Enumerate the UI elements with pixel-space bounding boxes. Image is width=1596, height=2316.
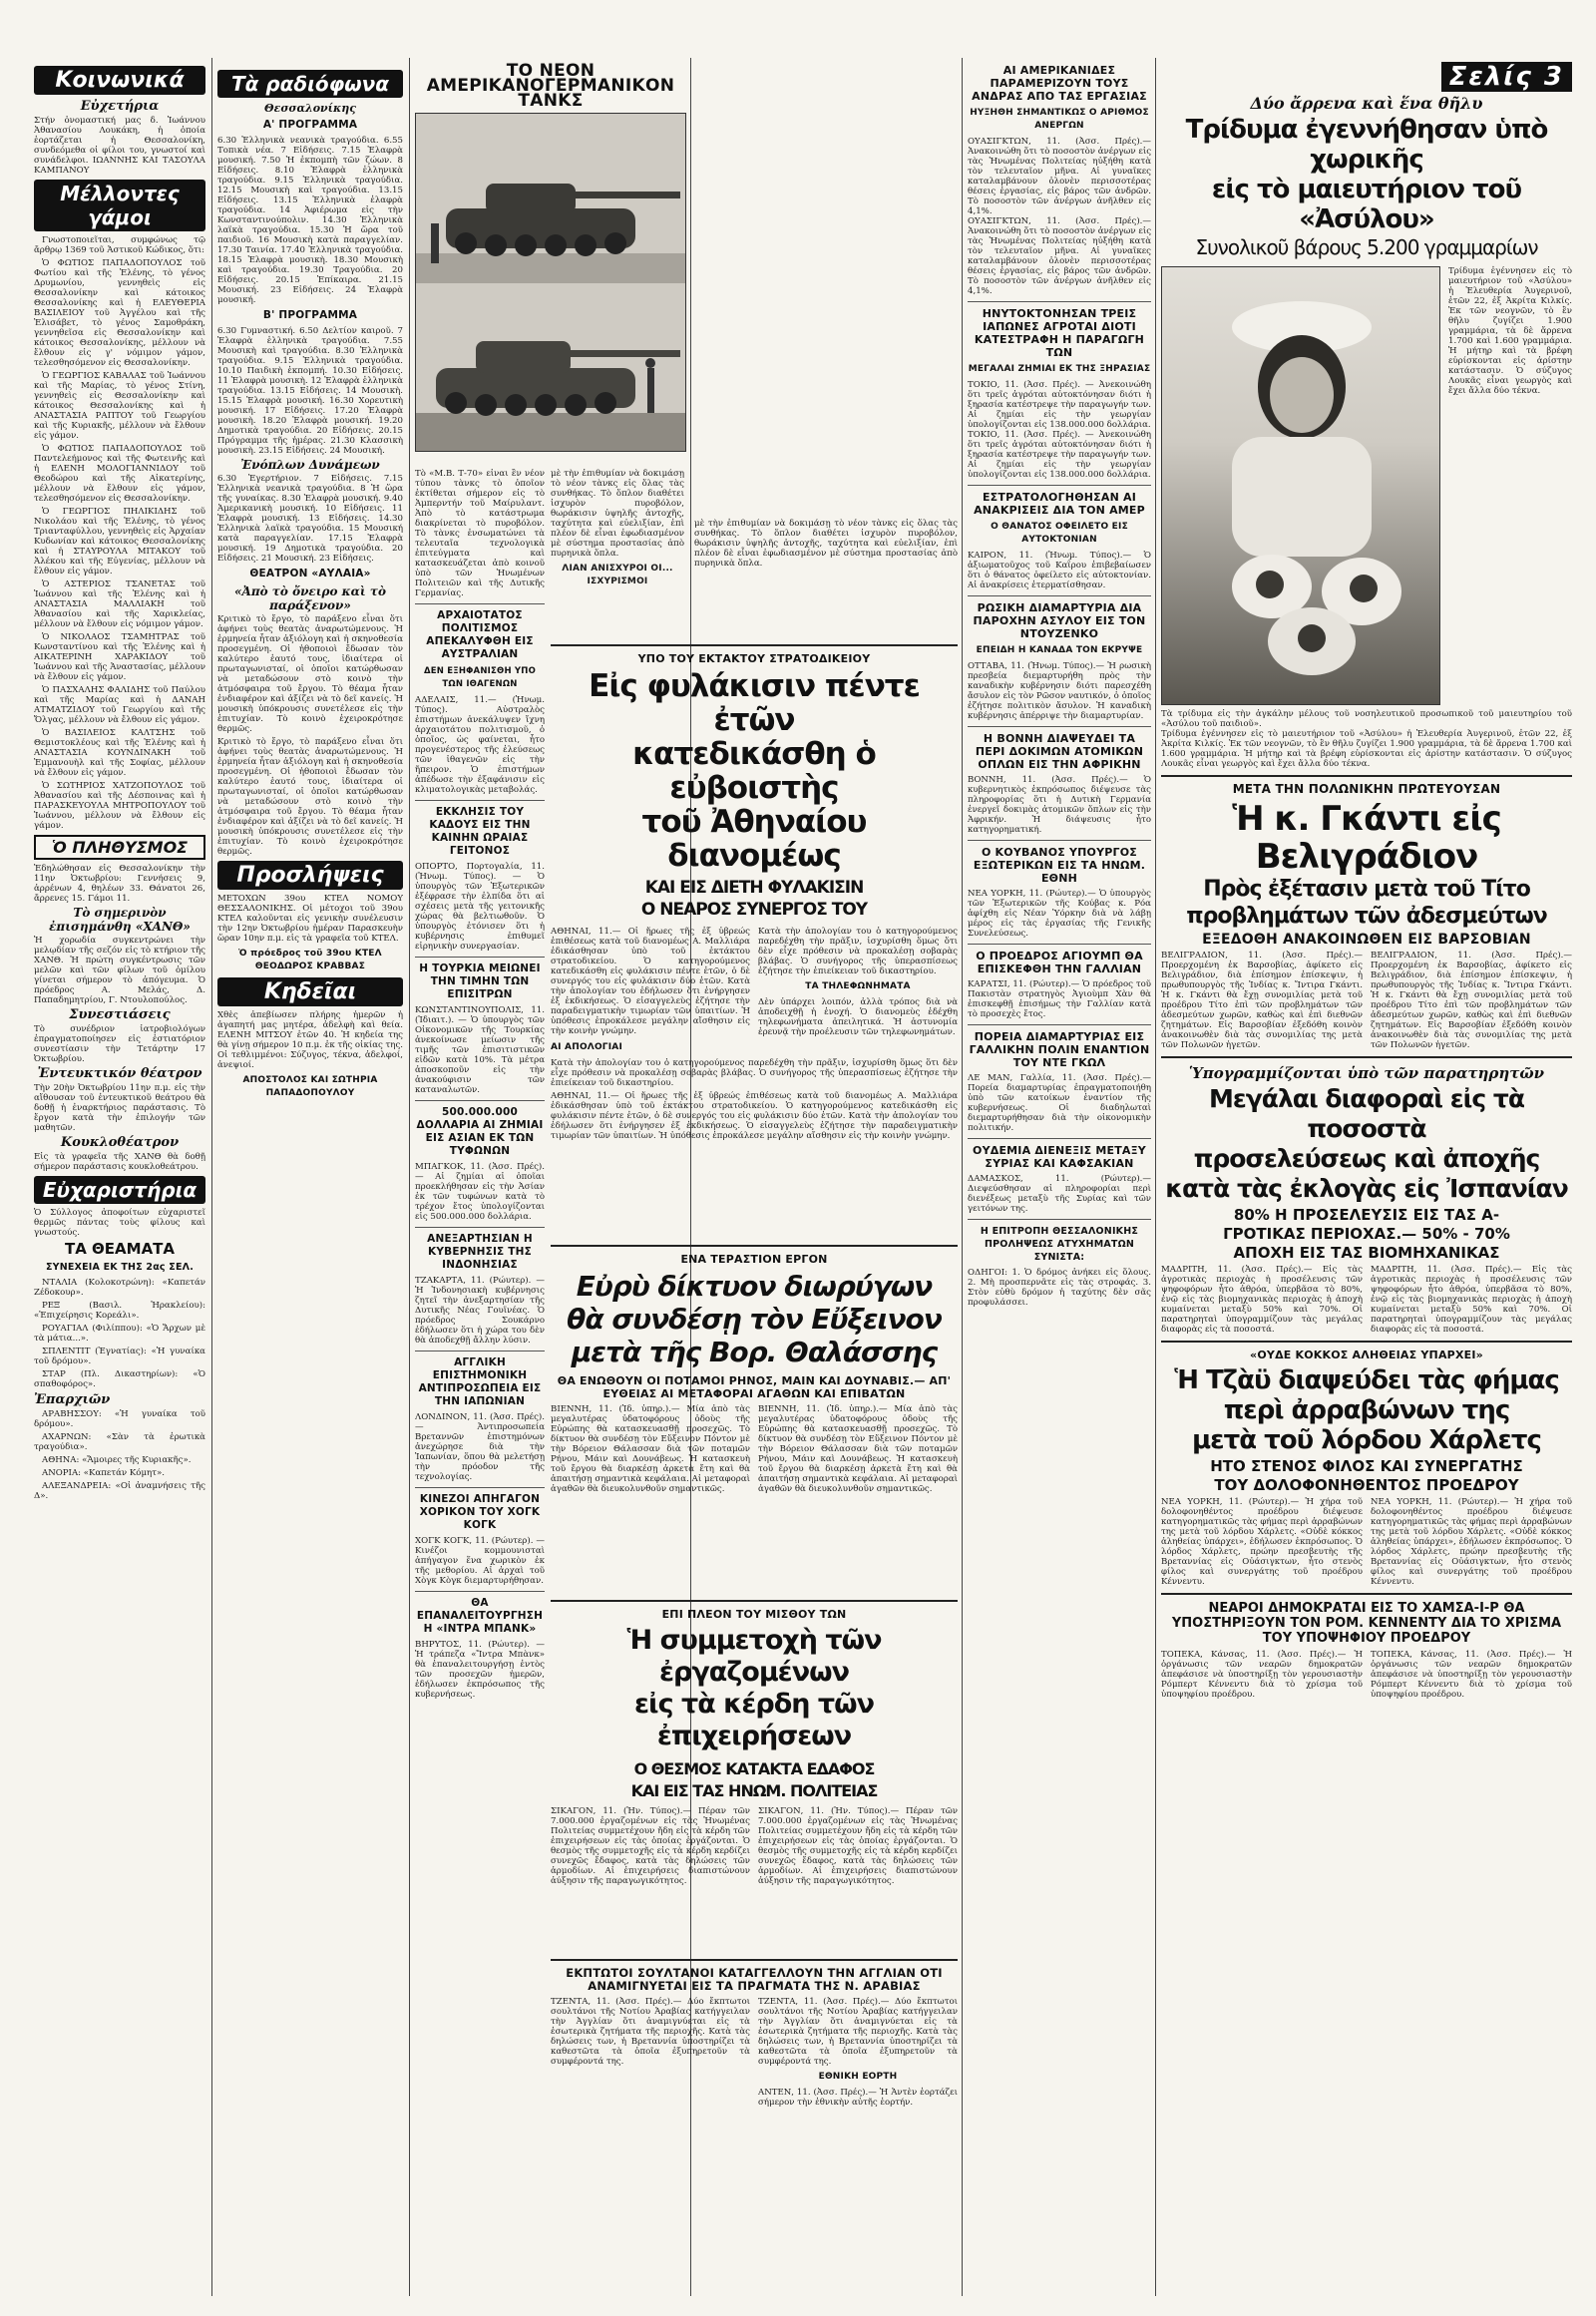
- archaiotatos-text: ΑΔΕΛΑΙ⁠Σ, 11.— (Ἡνωμ. Τύπος). Αὐστραλὸς ἐπιστήμων ἀνεκάλυψεν ἴχνη ἀρχαιοτάτου πολιτισμοῦ, ὁ ὁποῖος, ὡς φαίνεται, ἦτο προγενέστερος τῆς ἐλεύσεως τῶν ἰθαγενῶν εἰς τὴν ἤπειρον. Ὁ ἐπιστήμων ἀπέδωσε τὴν ἐξαφάνισιν εἰς κλιματολογικὰς μεταβολάς.: [415, 695, 545, 795]
- theatro-aulaia-head: ΘΕΑΤΡΟΝ «ΑΥΛΑΙΑ»: [249, 568, 371, 579]
- mellontes-list: [34, 235, 205, 831]
- section-head-theamata: ΤΑ ΘΕΑΜΑΤΑ: [64, 1240, 176, 1258]
- ispania-h3: κατὰ τὰς ἐκλογὰς εἰς Ἰσπανίαν: [1165, 1174, 1568, 1203]
- mellontes-item: Ὁ ΓΕΩΡΓΙΟΣ ΚΑΒΑΛΑΣ τοῦ Ἰωάννου καὶ τῆς Μαρίας, τὸ γένος Στίνη, γεννηθεὶς εἰς Θεσσαλονίκην καὶ κάτοικος Θεσσαλονίκης καὶ ἡ ΑΝΑΣΤΑΣΙΑ ΡΑΠΤΟΥ τοῦ Γεωργίου καὶ τῆς Κυριακῆς, μέλλουν νὰ ἔλθουν εἰς γάμον.: [34, 371, 205, 441]
- mellontes-item: Ὁ ΒΑΣΙΛΕΙΟΣ ΚΑΛΤΣΗΣ τοῦ Θεμιστοκλέους καὶ τῆς Ἑλένης καὶ ἡ ΑΝΑΣΤΑΣΙΑ ΚΟΥΝΔΙΝΑΚΗ τοῦ Ἐμμανουὴλ καὶ τῆς Σοφίας, μέλλουν νὰ ἔλθουν εἰς γάμον.: [34, 728, 205, 778]
- dollaria-text: ΜΠΑΓΚΟΚ, 11. (Ἀσσ. Πρές). — Αἱ ζημίαι αἱ ὁποῖαι προεκλήθησαν εἰς τὴν Ἀσίαν ἐκ τῶν τυφώνων κατὰ τὸ τρέχον ἔτος ὑπολογίζονται εἰς 500.000.000 δολλάρια.: [415, 1162, 545, 1222]
- archaiotatos-sub: ΔΕΝ ΕΞΗΦΑΝΙΣΘΗ ΥΠΟ ΤΩΝ ΙΘΑΓΕΝΩΝ: [423, 666, 537, 689]
- estratoti-sub: Ο ΘΑΝΑΤΟΣ ΟΦΕΙΛΕΤΟ ΕΙΣ ΑΥΤΟΚΤΟΝΙΑΝ: [991, 522, 1128, 545]
- col4-lead: μὲ τὴν ἐπιθυμίαν νὰ δοκιμάσῃ τὸ νέον τὰνκς εἰς ὅλας τὰς συνθήκας. Τὸ ὅπλον διαθέτει ἰσχυρὸν πυροβόλον, θωράκισιν ὑψηλῆς ἀντοχῆς, ταχύτητα καὶ εὐελιξίαν, ἐπὶ πλέον δὲ εἶναι ἐφωδιασμένον μὲ σύστημα προστασίας ἀπὸ πυρηνικὰ ὅπλα.: [694, 519, 958, 569]
- ergo-text: ΒΙΕΝΝΗ, 11. (Ἰδ. ὑπηρ.).— Μία ἀπὸ τὰς μεγαλυτέρας ὑδατοφόρους ὁδοὺς τῆς Εὐρώπης θὰ κατασκευασθῇ προσεχῶς. Τὸ δίκτυον θὰ συνδέσῃ τὸν Εὔξεινον Πόντον μὲ τὴν Βόρειον Θάλασσαν διὰ τῶν ποταμῶν Ρήνου, Μάιν καὶ Δουνάβεως. Ἡ κατασκευὴ τοῦ ἔργου θὰ διαρκέσῃ ἀρκετὰ ἔτη καὶ θὰ ἀπαιτήσῃ σημαντικὰ κεφάλαια. Αἱ μεταφοραὶ ἀγαθῶν θὰ διευκολυνθοῦν σημαντικῶς.: [551, 1404, 750, 1494]
- fylakisi-text-more: ΑΘΗΝΑΙ, 11.— Οἱ ἥρωες τῆς ἐξ ὑβρεώς ἐπιθέσεως κατὰ τοῦ διανομέως Α. Μαλλιάρα ἐδικάσθησαν ὑπὸ τοῦ ἐκτάκτου στρατοδικείου. Ὁ κατηγορούμενος κατεδικάσθη εἰς φυλάκισιν πέντε ἐτῶν, ὁ δὲ συνεργός του εἰς φυλάκισιν δύο ἐτῶν. Κατὰ τὴν ἀπολογίαν του ἐδήλωσεν ὅτι ἐνήργησεν ἐξ ἐκδικήσεως. Ὁ εἰσαγγελεὺς ἐζήτησε τὴν παραδειγματικὴν τιμωρίαν τῶν ὑπαιτίων. Ἡ ὑπόθεσις ἐπροκάλεσε μεγάλην αἴσθησιν εἰς τὴν κοινὴν γνώμην.: [551, 1091, 958, 1141]
- mellontes-item: Ὁ ΠΑΣΧΑΛΗΣ ΦΑΛΙΔΗΣ τοῦ Παύλου καὶ τῆς Μαρίας καὶ ἡ ΔΑΝΑΗ ΑΤΜΑΤΖΙΔΟΥ τοῦ Γεωργίου καὶ τῆς Ὄλγας, μέλλουν νὰ ἔλθουν εἰς γάμον.: [34, 685, 205, 725]
- ekklisi-side-head: ΛΙΑΝ ΑΝΙΣΧΥΡΟΙ ΟΙ... ΙΣΧΥΡΙΣΜΟΙ: [562, 564, 673, 586]
- intra-head: ΘΑ ΕΠΑΝΑΛΕΙΤΟΥΡΓΗΣΗ Η «ΙΝΤΡΑ ΜΠΑΝΚ»: [416, 1597, 544, 1635]
- estratoti-head: ΕΣΤΡΑΤΟΛΟΓΗΘΗΣΑΝ ΑΙ ΑΝΑΚΡΙΣΕΙΣ ΔΙΑ ΤΟΝ ΑΜΕΡ: [974, 491, 1145, 517]
- ekklisi-head: ΕΚΚΛΗΣΙΣ ΤΟΥ ΚΑΔΟΥΣ ΕΙΣ ΤΗΝ ΚΑΙΝΗΝ ΩΡΑΙΑΣ ΓΕΙΤΟΝΟΣ: [429, 806, 531, 857]
- neaoi-head: ΝΕΑΡΟΙ ΔΗΜΟΚΡΑΤΑΙ ΕΙΣ ΤΟ ΧΑΜΣΑ-Ι-Ρ ΘΑ ΥΠΟΣΤΗΡΙΞΟΥΝ ΤΟΝ ΡΟΜ. ΚΕΝΝΕΝΤΥ ΔΙΑ ΤΟ ΧΡΙΣΜΑ ΤΟΥ ΥΠΟΨΗΦΙΟΥ ΠΡΟΕΔΡΟΥ: [1171, 1601, 1562, 1646]
- column-1: [34, 58, 205, 2296]
- kinezoi-text: ΧΟΓΚ ΚΟΓΚ, 11. (Ρώυτερ). — Κινέζοι κομμουνισταὶ ἀπήγαγον ἕνα χωρικὸν ἐκ τῆς μεθορίου. Αἱ ἀρχαὶ τοῦ Χὸγκ Κὸγκ διεμαρτυρήθησαν.: [415, 1536, 545, 1586]
- ethniki-text: ΑΝΤΕΝ, 11. (Ἀσσ. Πρές).— Ἡ Ἀντὲν ἑορτάζει σήμερον τὴν ἐθνικὴν αὐτῆς ἑορτήν.: [758, 2088, 958, 2108]
- prosliseis-sign: Ὁ πρόεδρος τοῦ 39ου ΚΤΕΛ ΘΕΟΔΩΡΟΣ ΚΡΑΒΒΑΣ: [238, 949, 382, 971]
- eparchion-item: ΑΝΟΡΙΑ: «Καπετάν Κόμητ».: [42, 1468, 165, 1478]
- misthon-h2: εἰς τὰ κέρδη τῶν ἐπιχειρήσεων: [634, 1689, 874, 1751]
- poreia-text: ΛΕ ΜΑΝ, Γαλλία, 11. (Ἀσσ. Πρές).— Πορεία διαμαρτυρίας ἐπραγματοποιήθη ὑπὸ τῶν κατοίκων ἐναντίον τῆς κυβερνήσεως. Οἱ διαδηλωταὶ διεμαρτυρήθησαν διὰ τὴν οἰκονομικὴν πολιτικήν.: [968, 1073, 1151, 1133]
- triplets-caption: Τὰ τρίδυμα εἰς τὴν ἀγκάλην μέλους τοῦ νοσηλευτικοῦ προσωπικοῦ τοῦ μαιευτηρίου τοῦ «Ἀσύλου τοῦ παιδιοῦ».: [1161, 709, 1572, 729]
- rosiki-sub: ΕΠΕΙΔΗ Η ΚΑΝΑΔΑ ΤΟΝ ΕΚΡΥΨΕ: [976, 645, 1143, 655]
- nytokt-text-2: ΤΟΚΙΟ, 11. (Ἀσσ. Πρές). — Ἀνεκοινώθη ὅτι τρεῖς ἀγρόται αὐτοκτόνησαν διότι ἡ ξηρασία κατέστρεψε τὴν παραγωγήν των. Αἱ ζημίαι εἰς τὴν γεωργίαν ὑπολογίζονται εἰς 138.000.000 δολλάρια.: [968, 430, 1151, 480]
- euxaristiria-text: Ὁ Σύλλογος ἀποφοίτων εὐχαριστεῖ θερμῶς πάντας τοὺς φίλους καὶ γνωστούς.: [34, 1208, 205, 1238]
- estratoti-text: ΚΑΙΡΟΝ, 11. (Ἡνωμ. Τύπος).— Ὁ ἀξιωματοῦχος τοῦ Καΐρου ἐπιβεβαίωσεν ὅτι ὁ θάνατος ὀφείλετο εἰς αὐτοκτονίαν. Αἱ ἀνακρίσεις ἐτερματίσθησαν.: [968, 551, 1151, 590]
- kideies-sign: ΑΠΟΣΤΟΛΟΣ ΚΑΙ ΣΩΤΗΡΙΑ ΠΑΠΑΔΟΠΟΥΛΟΥ: [242, 1075, 378, 1098]
- b-program-text: 6.30 Γυμναστική. 6.50 Δελτίον καιροῦ. 7 Ἐλαφρὰ ἑλληνικὰ τραγούδια. 7.55 Μουσικὴ καὶ τραγούδια. 8.30 Ἑλληνικὰ τραγούδια. 9.15 Ἑλληνικὰ τραγούδια. 10.10 Παιδικὴ ἐκπομπή. 10.30 Εἰδήσεις. 11 Ἐλαφρὰ μουσικὴ. 12 Ἐλαφρὰ ἑλληνικὰ τραγούδια. 13.15 Εἰδήσεις. 14 Μουσικὴ. 15.15 Ἐλαφρὰ μουσική. 16.30 Χορευτικὴ μουσική. 17 Εἰδήσεις. 17.20 Ἐλαφρὰ μουσικὴ. 18.20 Ἐλαφρὰ μουσική. 19.20 Δημοτικὰ τραγούδια. 20 Εἰδήσεις. 20.15 Πρόγραμμα τῆς ἡμέρας. 21.30 Κλασσικὴ μουσικὴ. 23.15 Εἰδήσεις. 24 Μουσική.: [217, 326, 403, 456]
- eparchion-item: ΑΡΑΒΗΣΣΟΥ: «Ἡ γυναίκα τοῦ δρόμου».: [34, 1409, 205, 1429]
- section-head-euxaristiria: Εὐχαριστήρια: [34, 1176, 205, 1204]
- gandhi-over: ΜΕΤΑ ΤΗΝ ΠΟΛΩΝΙΚΗΝ ΠΡΩΤΕΥΟΥΣΑΝ: [1232, 782, 1501, 796]
- column-5: [968, 58, 1151, 2296]
- theamata-item: ΡΕΞ (Βασιλ. Ἡρακλείου): «Ἐπιχείρησις Κορεάλι».: [34, 1301, 205, 1321]
- fylakisi-h1: Εἰς φυλάκισιν πέντε ἐτῶν: [589, 668, 920, 738]
- misthon-over: ΕΠΙ ΠΛΕΟΝ ΤΟΥ ΜΙΣΘΟΥ ΤΩΝ: [661, 1608, 847, 1621]
- misthon-h1: Ἡ συμμετοχὴ τῶν ἐργαζομένων: [626, 1625, 882, 1688]
- story-fylakisi: [551, 638, 958, 1141]
- subhead-euxetiria: Εὐχετήρια: [80, 99, 160, 114]
- theamata-sub: ΣΥΝΕΧΕΙΑ ΕΚ ΤΗΣ 2ας ΣΕΛ.: [45, 1262, 195, 1273]
- ispania-sub1: 80% Η ΠΡΟΣΕΛΕΥΣΙΣ ΕΙΣ ΤΑΣ Α-: [1233, 1206, 1500, 1224]
- ispania-over: Ὑπογραμμίζονται ὑπὸ τῶν παρατηρητῶν: [1188, 1064, 1545, 1082]
- bonni-head: Η ΒΟΝΝΗ ΔΙΑΨΕΥΔΕΙ ΤΑ ΠΕΡΙ ΔΟΚΙΜΩΝ ΑΤΟΜΙΚΩΝ ΟΠΛΩΝ ΕΙΣ ΤΗΝ ΑΦΡΙΚΗΝ: [975, 732, 1144, 771]
- eyf-text: 6.30 Ἐγερτήριον. 7 Εἰδήσεις. 7.15 Ἑλληνικὰ νεανικὰ τραγούδια. 8 Ἡ ὥρα τῆς γυναίκας. 8.30 Ἐλαφρὰ μουσική. 9.40 Ἀμερικανικὴ μουσική. 10 Εἰδήσεις. 11 Ἐλαφρὰ μουσική. 13 Εἰδήσεις. 14.30 Ἑλληνικὰ λαϊκὰ τραγούδια. 15 Μουσική κατὰ παραγγελίαν. 17.15 Ἐλαφρὰ μουσική. 19 Δημοτικὰ τραγούδια. 20 Εἰδήσεις. 21 Μουσική. 23 Εἰδήσεις.: [217, 474, 403, 564]
- column-3b: [551, 469, 684, 638]
- section-head-prosliseis: Προσλήψεις: [217, 861, 403, 890]
- tzaud-h1: Ἡ Τζὰϋ διαψεύδει τὰς φήμας: [1174, 1365, 1559, 1395]
- section-head-kideies: Κηδεῖαι: [217, 977, 403, 1006]
- eyf-head: Ἐνόπλων Δυνάμεων: [240, 458, 380, 472]
- ispania-sub3: ΑΠΟΧΗ ΕΙΣ ΤΑΣ ΒΙΟΜΗΧΑΝΙΚΑΣ: [1233, 1244, 1500, 1262]
- column-rule: [409, 58, 410, 2296]
- tzaud-text: ΝΕΑ ΥΟΡΚΗ, 11. (Ρώυτερ).— Ἡ χήρα τοῦ δολοφονηθέντος προέδρου διέψευσε κατηγορηματικῶς τὰς φήμας περὶ ἀρραβώνων της μετὰ τοῦ λόρδου Χάρλετς. «Οὐδὲ κόκκος ἀληθείας ὑπάρχει», ἐδήλωσεν ἐκπρόσωπος. Ὁ λόρδος Χάρλετς, πρώην πρεσβευτὴς τῆς Βρεταννίας εἰς Οὐάσιγκτων, ἦτο στενὸς φίλος καὶ συνεργάτης τοῦ προέδρου Κέννεντυ.: [1161, 1497, 1363, 1587]
- ayoub-text: ΚΑΡΑΤΣΙ, 11. (Ρώυτερ).— Ὁ πρόεδρος τοῦ Πακιστὰν στρατηγὸς Ἀγιοὺμπ Χὰν θὰ ἐπισκεφθῇ ἐπισήμως τὴν Γαλλίαν κατὰ τὸ προσεχὲς ἔτος.: [968, 979, 1151, 1019]
- tank-caption: Τὸ «Μ.Β. Τ-70» εἶναι ἓν νέον τύπου τὰνκς τὸ ὁποῖον ἐκτίθεται σήμερον εἰς τὸ Ἀμπερντήν τοῦ Μαίρυλαντ. Ἀπὸ τὸ κατάστρωμα διακρίνεται τὸ πυροβόλον. Τὸ τὰνκς ἐνσωματώνει τὰ τελευταῖα τεχνολογικὰ ἐπιτεύγματα καὶ κατασκευάζεται ἀπὸ κοινοῦ ὑπὸ τῶν Ἡνωμένων Πολιτειῶν καὶ τῆς Δυτικῆς Γερμανίας.: [415, 469, 545, 598]
- tourkia-head: Η ΤΟΥΡΚΙΑ ΜΕΙΩΝΕΙ ΤΗΝ ΤΙΜΗΝ ΤΩΝ ΕΠΙΣΙΤΡΩΝ: [419, 963, 541, 1000]
- agglikh-text: ΛΟΝΔΙΝΟΝ, 11. (Ἀσσ. Πρές). — Ἀντιπροσωπεία Βρεταννῶν ἐπιστημόνων ἀνεχώρησε διὰ τὴν Ἰαπωνίαν, ὅπου θὰ μελετήσῃ τὴν πρόοδον τῆς τεχνολογίας.: [415, 1412, 545, 1482]
- column-3: [415, 469, 545, 2296]
- rosiki-text: ΟΤΤΑΒΑ, 11. (Ἡνωμ. Τύπος).— Ἡ ρωσικὴ πρεσβεία διεμαρτυρήθη πρὸς τὴν καναδικὴν κυβέρνησιν διότι παρεσχέθη ἄσυλον εἰς τὸν Ρῶσον ναυτικόν, ὁ ὁποῖος ἐζήτησε πολιτικὸν ἄσυλον. Ἡ καναδικὴ κυβέρνησις ἀπέρριψε τὴν διαμαρτυρίαν.: [968, 661, 1151, 721]
- triplets-h1: Τρίδυμα ἐγεννήθησαν ὑπὸ χωρικῆς: [1185, 115, 1548, 175]
- soultanoi-text-cont: ΤΖΕΝΤΑ, 11. (Ἀσσ. Πρές).— Δύο ἔκπτωτοι σουλτάνοι τῆς Νοτίου Ἀραβίας κατήγγειλαν τὴν Ἀγγλίαν ὅτι ἀναμιγνύεται εἰς τὰ ἐσωτερικὰ ζητήματα τῆς περιοχῆς. Κατὰ τὰς δηλώσεις των, ἡ Βρεταννία ὑποστηρίζει τὰ καθεστῶτα τὰ ὁποῖα ἐξυπηρετοῦν τὰ συμφέροντά της.: [758, 1997, 958, 2067]
- ekklisi-text: ΟΠΟΡΤΟ, Πορτογαλία, 11. (Ἡνωμ. Τύπος). — Ὁ ὑπουργὸς τῶν Ἐξωτερικῶν ἐξέφρασε τὴν ἐλπίδα ὅτι αἱ σχέσεις μετὰ τῆς γειτονικῆς χώρας θὰ βελτιωθοῦν. Ὁ ὑπουργὸς ἐτόνισεν ὅτι ἡ κυβέρνησις ἐπιθυμεῖ εἰρηνικὴν συνεργασίαν.: [415, 862, 545, 952]
- a-program-text: 6.30 Ἑλληνικὰ νεανικὰ τραγούδια. 6.55 Τοπικὰ νέα. 7 Εἰδήσεις. 7.15 Ἐλαφρὰ μουσική. 7.50 Ἡ ἐκπομπὴ τῶν ζώων. 8 Εἰδήσεις. 8.10 Ἐλαφρὰ ἑλληνικὰ τραγούδια. 9.15 Ἑλληνικὰ τραγούδια. 12.15 Μουσικὴ καὶ τραγούδια. 13.15 Εἰδήσεις. 13.15 Ἑλληνικὰ ἐλαφρὰ τραγούδια. 14 Ἀφιέρωμα εἰς τὴν Κωνσταντινούπολιν. 14.30 Ἑλληνικὰ λαϊκὰ τραγούδια. 15.30 Ἡ ὥρα τοῦ παιδιοῦ. 16 Μουσικὴ κατὰ παραγγελίαν. 17.30 Ταινία. 17.40 Ἑλληνικὰ τραγούδια. 18.15 Ἐλαφρὰ μουσικὴ. 18.30 Μουσικὴ καὶ τραγούδια. 19.30 Τραγούδια. 20 Εἰδήσεις. 20.15 Ἐπίκαιρα. 21.15 Μουσική. 23 Εἰδήσεις. 24 Ἐλαφρὰ μουσική.: [217, 136, 403, 305]
- gandhi-text-cont: ΒΕΛΙΓΡΑΔΙΟΝ, 11. (Ἀσσ. Πρές).— Προερχομένη ἐκ Βαρσοβίας, ἀφίκετο εἰς Βελιγράδιον, διὰ ἐπίσημον ἐπίσκεψιν, ἡ πρωθυπουργὸς τῆς Ἰνδίας κ. Ἴντιρα Γκάντι. Ἡ κ. Γκάντι θὰ ἔχῃ συνομιλίας μετὰ τοῦ προέδρου Τίτο ἐπὶ τῶν προβλημάτων τῶν ἀδεσμεύτων χωρῶν, καθὼς καὶ ἐπὶ διεθνῶν ζητημάτων. Εἰς Βαρσοβίαν ἐξεδόθη κοινὸν ἀνακοινωθὲν διὰ τὰς συνομιλίας της μετὰ τῶν Πολωνῶν ἡγετῶν.: [1371, 951, 1572, 1050]
- fylakisi-text: ΑΘΗΝΑΙ, 11.— Οἱ ἥρωες τῆς ἐξ ὑβρεώς ἐπιθέσεως κατὰ τοῦ διανομέως Α. Μαλλιάρα ἐδικάσθησαν ὑπὸ τοῦ ἐκτάκτου στρατοδικείου. Ὁ κατηγορούμενος κατεδικάσθη εἰς φυλάκισιν πέντε ἐτῶν, ὁ δὲ συνεργός του εἰς φυλάκισιν δύο ἐτῶν. Κατὰ τὴν ἀπολογίαν του ἐδήλωσεν ὅτι ἐνήργησεν ἐξ ἐκδικήσεως. Ὁ εἰσαγγελεὺς ἐζήτησε τὴν παραδειγματικὴν τιμωρίαν τῶν ὑπαιτίων. Ἡ ὑπόθεσις ἐπροκάλεσε μεγάλην αἴσθησιν εἰς τὴν κοινὴν γνώμην.: [551, 927, 750, 1036]
- aulaia-text: Κριτικὸ τὸ ἔργο, τὸ παράξενο εἶναι ὅτι ἀφήνει τοὺς θεατὰς ἀναρωτώμενους. Ἡ ἑρμηνεία ἦταν ἀξιόλογη καὶ ἡ σκηνοθεσία προσεγμένη. Οἱ ἠθοποιοὶ ἔδωσαν τὸν καλύτερο ἑαυτό τους, ἰδιαίτερα οἱ πρωταγωνισταί, οἱ ὁποῖοι κατώρθωσαν νὰ μεταδώσουν στὸ κοινὸ τὴν ἀτμόσφαιρα τοῦ ἔργου. Τὸ θέαμα ἦταν ἐνδιαφέρον καὶ ἀξίζει νὰ τὸ δεῖ κανείς. Ἡ μουσικὴ ὑπόκρουσις συνετέλεσε εἰς τὴν ἐπιτυχίαν. Τὸ κοινὸ ἐχειροκρότησε θερμῶς.: [217, 614, 403, 734]
- neaoi-text-cont: ΤΟΠΕΚΑ, Κάνσας, 11. (Ἀσσ. Πρές).— Ἡ ὀργάνωσις τῶν νεαρῶν δημοκρατῶν ἀπεφάσισε νὰ ὑποστηρίξῃ τὸν γερουσιαστὴν Ρόμπερτ Κέννεντυ διὰ τὸ χρίσμα τοῦ ὑποψηφίου προέδρου.: [1371, 1650, 1572, 1700]
- plithysmos-text: Ἐδηλώθησαν εἰς Θεσσαλονίκην τὴν 11ην Ὀκτωβρίου: Γεννήσεις 9, ἀρρένων 4, θηλέων 33. Θάνατοι 26, ἄρρενες 15. Γάμοι 11.: [34, 864, 205, 904]
- tzaud-h2: περὶ ἀρραβώνων της: [1223, 1395, 1510, 1425]
- tank-illustration-icon: [416, 114, 685, 451]
- column-rule: [962, 58, 963, 2296]
- story-ergo: [551, 1239, 958, 1494]
- synestiasis-text: Τὸ συνέδριον ἰατροβιολόγων ἐπραγματοποίησεν εἰς ἐστιατόριον συνεστίασιν τὴν Τετάρτην 17 Ὀκτωβρίου.: [34, 1024, 205, 1064]
- intra-text: ΒΗΡΥΤΟΣ, 11. (Ρώυτερ). — Ἡ τράπεζα «Ἴντρα Μπὰνκ» θὰ ἐπαναλειτουργήσῃ ἐντὸς τῶν προσεχῶν ἡμερῶν, ἐδήλωσεν ἐκπρόσωπος τῆς κυβερνήσεως.: [415, 1640, 545, 1700]
- archaiotatos-head: ΑΡΧΑΙΟΤΑΤΟΣ ΠΟΛΙΤΙΣΜΟΣ ΑΠΕΚΑΛΥΦΘΗ ΕΙΣ ΑΥΣΤΡΑΛΙΑΝ: [426, 609, 534, 660]
- rosiki-head: ΡΩΣΙΚΗ ΔΙΑΜΑΡΤΥΡΙΑ ΔΙΑ ΠΑΡΟΧΗΝ ΑΣΥΛΟΥ ΕΙΣ ΤΟΝ ΝΤΟΥΖΕΝΚΟ: [973, 601, 1146, 640]
- fylakisi-h4: ΚΑΙ ΕΙΣ ΔΙΕΤΗ ΦΥΛΑΚΙΣΙΝ: [644, 878, 864, 898]
- kinezoi-head: ΚΙΝΕΖΟΙ ΑΠΗΓΑΓΟΝ ΧΟΡΙΚΟΝ ΤΟΥ ΧΟΓΚ ΚΟΓΚ: [419, 1493, 541, 1531]
- misthon-sub1: Ο ΘΕΣΜΟΣ ΚΑΤΑΚΤΑ ΕΔΑΦΟΣ: [633, 1759, 875, 1778]
- subhead-theatro: Ἐντευκτικόν θέατρον: [37, 1066, 202, 1081]
- agglikh-head: ΑΓΓΛΙΚΗ ΕΠΙΣΤΗΜΟΝΙΚΗ ΑΝΤΙΠΡΟΣΩΠΕΙΑ ΕΙΣ ΤΗΝ ΙΑΠΩΝΙΑΝ: [418, 1356, 542, 1407]
- mellontes-item: Ὁ ΝΙΚΟΛΑΟΣ ΤΣΑΜΗΤΡΑΣ τοῦ Κωνσταντίνου καὶ τῆς Ἑλένης καὶ ἡ ΑΙΚΑΤΕΡΙΝΗ ΧΑΡΑΚΙΔΟΥ τοῦ Ἰωάννου καὶ τῆς Ἀναστασίας, μέλλουν νὰ ἔλθουν εἰς γάμον.: [34, 632, 205, 682]
- fylakisi-over: ΥΠΟ ΤΟΥ ΕΚΤΑΚΤΟΥ ΣΤΡΑΤΟΔΙΚΕΙΟΥ: [637, 652, 871, 665]
- tank-feature: [415, 60, 686, 452]
- gandhi-h1: Ἡ κ. Γκάντι εἰς Βελιγράδιον: [1232, 799, 1501, 877]
- anexartisia-head: ΑΝΕΞΑΡΤΗΣΙΑΝ Η ΚΥΒΕΡΝΗΣΙΣ ΤΗΣ ΙΝΔΟΝΗΣΙΑΣ: [427, 1233, 533, 1271]
- tzaud-text-cont: ΝΕΑ ΥΟΡΚΗ, 11. (Ρώυτερ).— Ἡ χήρα τοῦ δολοφονηθέντος προέδρου διέψευσε κατηγορηματικῶς τὰς φήμας περὶ ἀρραβώνων της μετὰ τοῦ λόρδου Χάρλετς. «Οὐδὲ κόκκος ἀληθείας ὑπάρχει», ἐδήλωσεν ἐκπρόσωπος. Ὁ λόρδος Χάρλετς, πρώην πρεσβευτὴς τῆς Βρεταννίας εἰς Οὐάσιγκτων, ἦτο στενὸς φίλος καὶ συνεργάτης τοῦ προέδρου Κέννεντυ.: [1371, 1497, 1572, 1587]
- column-6: [1161, 58, 1572, 2296]
- ethniki-head: ΕΘΝΙΚΗ ΕΟΡΤΗ: [818, 2072, 898, 2082]
- fylakisi-h3: τοῦ Ἀθηναίου διανομέως: [641, 804, 867, 874]
- kouklotheatro-text: Εἰς τὰ γραφεῖα τῆς ΧΑΝΘ θὰ δοθῇ σήμερον παράστασις κουκλοθεάτρου.: [34, 1152, 205, 1172]
- euxetiria-text: Στήν ὀνομαστική μας δ. Ἰωάννου Ἀθανασίου Λουκάκη, ἡ ὁποία ἑορτάζεται ἡ Θεσσαλονίκη, συνδεόμεθα οἱ φίλοι του, γνωστοί καὶ συνάδελφοι. ΙΩΑΝΝΗΣ ΚΑΙ ΤΑΣΟΥΛΑ ΚΑΜΠΑΝΟΥ: [34, 116, 205, 176]
- subhead-xano: Τὸ σημερινὸν ἐπισημάνθη «ΧΑΝΘ»: [49, 906, 191, 934]
- b-program-head: Β' ΠΡΟΓΡΑΜΜΑ: [262, 309, 358, 321]
- column-rule: [1155, 58, 1156, 2296]
- tzaud-over: «ΟΥΔΕ ΚΟΚΚΟΣ ΑΛΗΘΕΙΑΣ ΥΠΑΡΧΕΙ»: [1250, 1349, 1483, 1361]
- subhead-kouklotheatro: Κουκλοθέατρον: [60, 1135, 180, 1150]
- ispania-text-cont: ΜΑΔΡΙΤΗ, 11. (Ἀσσ. Πρές).— Εἰς τὰς ἀγροτικὰς περιοχὰς ἡ προσέλευσις τῶν ψηφοφόρων ἦτο ἀθρόα, ὑπερβᾶσα τὸ 80%, ἐνῷ εἰς τὰς βιομηχανικὰς περιοχὰς ἡ ἀποχὴ κυμαίνεται μεταξὺ 50% καὶ 70%. Οἱ παρατηρηταὶ ὑπογραμμίζουν τὰς μεγάλας διαφορὰς εἰς τὰ ποσοστά.: [1371, 1265, 1572, 1335]
- triplets-over: Δύο ἄρρενα καὶ ἕνα θῆλυ: [1250, 94, 1483, 113]
- radio-sub: Θεσσαλονίκης: [264, 102, 356, 115]
- section-head-plithysmos: Ὁ ΠΛΗΘΥΣΜΟΣ: [34, 835, 205, 860]
- subhead-synestiasis: Συνεστιάσεις: [69, 1007, 171, 1022]
- ergo-sub: ΘΑ ΕΝΩΘΟΥΝ ΟΙ ΠΟΤΑΜΟΙ ΡΗΝΟΣ, ΜΑΙΝ ΚΑΙ ΔΟΥΝΑΒΙΣ.— ΑΠ' ΕΥΘΕΙΑΣ ΑΙ ΜΕΤΑΦΟΡΑΙ ΑΓΑΘΩΝ ΚΑΙ ΕΠΙΒΑΤΩΝ: [557, 1374, 952, 1400]
- triplets-h3: Συνολικοῦ βάρους 5.200 γραμμαρίων: [1195, 235, 1538, 259]
- tank-photo: [415, 113, 686, 452]
- xano-text: Ἡ χορωδία συγκεντρώνει τὴν μελῳδίαν τῆς σεζόν εἰς τὸ κτήριον τῆς ΧΑΝΘ. Ἡ πρώτη συγκέντρωσις τῶν μελῶν καὶ τῶν φίλων τοῦ ὁμίλου γίνεται σήμερον τὸ ἀπόγευμα. Ὁ πρόεδρος Α. Μελάς, Δ. Παπαδημητρίου, Γ. Ντουλοπούλος.: [34, 936, 205, 1005]
- amerikanides-text-2: ΟΥΑΣΙΓΚΤΩΝ, 11. (Ἀσσ. Πρές).— Ἀνακοινώθη ὅτι τὸ ποσοστὸν ἀνέργων εἰς τὰς Ἡνωμένας Πολιτείας ηὐξήθη κατὰ τὸν τελευταῖον μῆνα. Αἱ γυναῖκες καταλαμβάνουν ὁλονὲν περισσοτέρας θέσεις ἐργασίας, εἰς βάρος τῶν ἀνδρῶν. Τὸ ποσοστὸν τῶν ἀνέργων ἀνῆλθεν εἰς 4,1%.: [968, 216, 1151, 296]
- ergo-h1: Εὐρὺ δίκτυον διωρύγων: [576, 1270, 933, 1303]
- theamata-item: ΝΤΑΛΙΑ (Κολοκοτρώνη): «Καπετάν Ζέδοκουρ».: [34, 1278, 205, 1298]
- ergo-h3: μετὰ τῆς Βορ. Θαλάσσης: [571, 1336, 938, 1368]
- aulaia-text-2: Κριτικὸ τὸ ἔργο, τὸ παράξενο εἶναι ὅτι ἀφήνει τοὺς θεατὰς ἀναρωτώμενους. Ἡ ἑρμηνεία ἦταν ἀξιόλογη καὶ ἡ σκηνοθεσία προσεγμένη. Οἱ ἠθοποιοὶ ἔδωσαν τὸν καλύτερο ἑαυτό τους, ἰδιαίτερα οἱ πρωταγωνισταί, οἱ ὁποῖοι κατώρθωσαν νὰ μεταδώσουν στὸ κοινὸ τὴν ἀτμόσφαιρα τοῦ ἔργου. Τὸ θέαμα ἦταν ἐνδιαφέρον καὶ ἀξίζει νὰ τὸ δεῖ κανείς. Ἡ μουσικὴ ὑπόκρουσις συνετέλεσε εἰς τὴν ἐπιτυχίαν. Τὸ κοινὸ ἐχειροκρότησε θερμῶς.: [217, 737, 403, 857]
- apologia-head: ΑΙ ΑΠΟΛΟΓΙΑΙ: [551, 1042, 623, 1052]
- prosliseis-text: ΜΕΤΟΧΩΝ 39ου ΚΤΕΛ ΝΟΜΟΥ ΘΕΣΣΑΛΟΝΙΚΗΣ. Οἱ μέτοχοι τοῦ 39ου ΚΤΕΛ καλοῦνται εἰς γενικὴν συνέλευσιν τὴν 12ην Ὀκτωβρίου ἡμέραν Παρασκευὴν ὥραν 10ην π.μ. εἰς τὰ γραφεῖα τοῦ ΚΤΕΛ.: [217, 894, 403, 944]
- kideies-text: Χθὲς ἀπεβίωσεν πλήρης ἡμερῶν ἡ ἀγαπητή μας μητέρα, ἀδελφὴ καὶ θεία. ΕΛΕΝΗ ΜΙΤΣΟΥ ἐτῶν 40. Ἡ κηδεία της θὰ γίνῃ σήμερον 10 π.μ. ἐκ τῆς οἰκίας της. Οἱ τεθλιμμένοι: Σύζυγος, τέκνα, ἀδελφοί, ἀνεψιοί.: [217, 1010, 403, 1070]
- misthon-text: ΣΙΚΑΓΟΝ, 11. (Ἡν. Τύπος).— Πέραν τῶν 7.000.000 ἐργαζομένων εἰς τὰς Ἡνωμένας Πολιτείας συμμετέχουν ἤδη εἰς τὰ κέρδη τῶν ἐπιχειρήσεων εἰς τὰς ὁποίας ἐργάζονται. Ὁ θεσμὸς τῆς συμμετοχῆς εἰς τὰ κέρδη κερδίζει συνεχῶς ἔδαφος, κατὰ τὰς δηλώσεις τῶν ἁρμοδίων. Αἱ ἐπιχειρήσεις διαπιστώνουν ἀύξησιν τῆς παραγωγικότητος.: [551, 1806, 750, 1886]
- eparchion-item: ΑΧΑΡΝΩΝ: «Σὰν τὰ ἐρωτικὰ τραγούδια».: [34, 1432, 205, 1452]
- aulaia-sub: «Ἀπὸ τὸ ὄνειρο καὶ τὸ παράξενον»: [234, 584, 386, 612]
- bonni-text: ΒΟΝΝΗ, 11. (Ἀσσ. Πρές).— Ὁ κυβερνητικὸς ἐκπρόσωπος διέψευσε τὰς πληροφορίας ὅτι ἡ Δυτικὴ Γερμανία ἐνεργεῖ δοκιμὰς ἀτομικῶν ὅπλων εἰς τὴν Ἀφρικήν. Ἡ διάψευσις ἦτο κατηγορηματική.: [968, 775, 1151, 835]
- triplets-h2: εἰς τὸ μαιευτήριον τοῦ «Ἀσύλου»: [1211, 175, 1522, 234]
- gandhi-h2: Πρὸς ἐξέτασιν μετὰ τοῦ Τίτο: [1203, 877, 1530, 902]
- subhead-eparchion: Ἐπαρχιῶν: [34, 1392, 111, 1407]
- oudemia-text: ΔΑΜΑΣΚΟΣ, 11. (Ρώυτερ).— Διεψεύσθησαν αἱ πληροφορίαι περὶ διενέξεως μεταξὺ τῆς Συρίας καὶ τῶν γειτόνων της.: [968, 1174, 1151, 1214]
- fylakisi-h2: κατεδικάσθη ὁ εὐβοιστὴς: [632, 736, 876, 806]
- kouvanos-text: ΝΕΑ ΥΟΡΚΗ, 11. (Ρώυτερ).— Ὁ ὑπουργὸς τῶν Ἐξωτερικῶν τῆς Κούβας κ. Ρόα ἀφίχθη εἰς Νέαν Ὑόρκην διὰ νὰ λάβῃ μέρος εἰς τὰς ἐργασίας τῆς Γενικῆς Συνελεύσεως.: [968, 889, 1151, 939]
- eparchion-item: ΑΘΗΝΑ: «Ἄμοιρες τῆς Κυριακῆς».: [42, 1455, 192, 1465]
- page-number-box: [1161, 62, 1572, 92]
- ayoub-head: Ο ΠΡΟΕΔΡΟΣ ΑΓΙΟΥΜΠ ΘΑ ΕΠΙΣΚΕΦΘΗ ΤΗΝ ΓΑΛΛΙΑΝ: [976, 950, 1143, 975]
- tourkia-text: ΚΩΝΣΤΑΝΤΙΝΟΥΠΟΛΙΣ, 11. (Ἰδιαιτ.). — Ὁ ὑπουργὸς τῶν Οἰκονομικῶν τῆς Τουρκίας ἀνεκοίνωσε μείωσιν τῆς τιμῆς τῶν ἐπισιτιστικῶν εἰδῶν κατὰ 10%. Τὰ μέτρα ἀποσκοποῦν εἰς τὴν ἀνακούφισιν τῶν καταναλωτῶν.: [415, 1005, 545, 1095]
- misthon-sub2: ΚΑΙ ΕΙΣ ΤΑΣ ΗΝΩΜ. ΠΟΛΙΤΕΙΑΣ: [630, 1781, 878, 1800]
- tilegrafima-text: Δὲν ὑπάρχει λοιπόν, ἀλλὰ τρόπος διὰ νὰ ἀποδειχθῇ ἡ ἐνοχή. Ὁ διανομεὺς ἐδέχθη τηλεφωνήματα ἀπειλητικά. Ἡ ἀστυνομία ἐρευνᾷ τὴν προέλευσιν τῶν τηλεφωνημάτων.: [758, 997, 958, 1037]
- tank-lead-text: μὲ τὴν ἐπιθυμίαν νὰ δοκιμάσῃ τὸ νέον τὰνκς εἰς ὅλας τὰς συνθήκας. Τὸ ὅπλον διαθέτει ἰσχυρὸν πυροβόλον, θωράκισιν ὑψηλῆς ἀντοχῆς, ταχύτητα καὶ εὐελιξίαν, ἐπὶ πλέον δὲ εἶναι ἐφωδιασμένον μὲ σύστημα προστασίας ἀπὸ πυρηνικὰ ὅπλα.: [551, 469, 684, 559]
- tzaud-sub1: ΗΤΟ ΣΤΕΝΟΣ ΦΙΛΟΣ ΚΑΙ ΣΥΝΕΡΓΑΤΗΣ: [1210, 1457, 1523, 1475]
- fylakisi-h5: Ο ΝΕΑΡΟΣ ΣΥΝΕΡΓΟΣ ΤΟΥ: [640, 900, 868, 920]
- oudemia-head: ΟΥΔΕΜΙΑ ΔΙΕΝΕΞΙΣ ΜΕΤΑΞΥ ΣΥΡΙΑΣ ΚΑΙ ΚΑΦΣΑΚΙΑΝ: [973, 1144, 1146, 1170]
- theamata-item: ΡΟΥΑΓΙΑΛ (Φιλίππου): «Ὁ Ἄρχων μὲ τὰ μάτια...».: [34, 1324, 205, 1344]
- amerikanides-sub: ΗΥΞΗΘΗ ΣΗΜΑΝΤΙΚΩΣ Ο ΑΡΙΘΜΟΣ ΑΝΕΡΓΩΝ: [970, 108, 1149, 131]
- tank-headline: ΤΟ ΝΕΟΝ ΑΜΕΡΙΚΑΝΟΓΕΡΜΑΝΙΚΟΝ ΤΑΝΚΣ: [426, 61, 675, 111]
- ergo-over: ΕΝΑ ΤΕΡΑΣΤΙΟΝ ΕΡΓΟΝ: [680, 1253, 828, 1266]
- ispania-h2: προσελεύσεως καὶ ἀποχῆς: [1193, 1144, 1540, 1173]
- a-program-head: Α' ΠΡΟΓΡΑΜΜΑ: [262, 119, 358, 131]
- page-section-label: Σελίς 3: [1441, 62, 1572, 92]
- theamata-item: ΣΠΛΕΝΤΙΤ (Ἐγνατίας): «Ἡ γυναίκα τοῦ δρόμου».: [34, 1347, 205, 1366]
- section-head-mellontes: Μέλλοντες γάμοι: [34, 180, 205, 231]
- nytokt-sub: ΜΕΓΑΛΑΙ ΖΗΜΙΑΙ ΕΚ ΤΗΣ ΞΗΡΑΣΙΑΣ: [968, 364, 1151, 374]
- mellontes-item: Γνωστοποιεῖται, συμφώνως τῷ ἄρθρῳ 1369 τοῦ Ἀστικοῦ Κώδικος, ὅτι:: [34, 235, 205, 255]
- gandhi-h3: προβλημάτων τῶν ἀδεσμεύτων: [1186, 904, 1547, 929]
- soultanoi-text: ΤΖΕΝΤΑ, 11. (Ἀσσ. Πρές).— Δύο ἔκπτωτοι σουλτάνοι τῆς Νοτίου Ἀραβίας κατήγγειλαν τὴν Ἀγγλίαν ὅτι ἀναμιγνύεται εἰς τὰ ἐσωτερικὰ ζητήματα τῆς περιοχῆς. Κατὰ τὰς δηλώσεις των, ἡ Βρεταννία ὑποστηρίζει τὰ καθεστῶτα τὰ ὁποῖα ἐξυπηρετοῦν τὰ συμφέροντά της.: [551, 1997, 750, 2067]
- gandhi-sub: ΕΞΕΔΟΘΗ ΑΝΑΚΟΙΝΩΘΕΝ ΕΙΣ ΒΑΡΣΟΒΙΑΝ: [1202, 932, 1531, 948]
- poreia-head: ΠΟΡΕΙΑ ΔΙΑΜΑΡΤΥΡΙΑΣ ΕΙΣ ΓΑΛΛΙΚΗΝ ΠΟΛΙΝ ΕΝΑΝΤΙΟΝ ΤΟΥ ΝΤΕ ΓΚΩΛ: [969, 1030, 1150, 1069]
- mellontes-item: Ὁ ΦΩΤΙΟΣ ΠΑΠΑΔΟΠΟΥΛΟΣ τοῦ Παντελεήμονος καὶ τῆς Φωτεινῆς καὶ ἡ ΕΛΕΝΗ ΜΟΛΟΓΙΑΝΝΙΔΟΥ τοῦ Θεοδώρου καὶ τῆς Αἰκατερίνης, μέλλουν νὰ ἔλθουν εἰς γάμον, τελεσθησόμενον εἰς Θεσσαλονίκην.: [34, 444, 205, 504]
- column-rule: [211, 58, 212, 2296]
- soultanoi-head: ΕΚΠΤΩΤΟΙ ΣΟΥΛΤΑΝΟΙ ΚΑΤΑΓΓΕΛΛΟΥΝ ΤΗΝ ΑΓΓΛΙΑΝ ΟΤΙ ΑΝΑΜΙΓΝΥΕΤΑΙ ΕΙΣ ΤΑ ΠΡΑΓΜΑΤΑ ΤΗΣ Ν. ΑΡΑΒΙΑΣ: [566, 1966, 943, 1993]
- neaoi-text: ΤΟΠΕΚΑ, Κάνσας, 11. (Ἀσσ. Πρές).— Ἡ ὀργάνωσις τῶν νεαρῶν δημοκρατῶν ἀπεφάσισε νὰ ὑποστηρίξῃ τὸν γερουσιαστὴν Ρόμπερτ Κέννεντυ διὰ τὸ χρίσμα τοῦ ὑποψηφίου προέδρου.: [1161, 1650, 1363, 1700]
- theatro-text: Τὴν 20ὴν Ὀκτωβρίου 11ην π.μ. εἰς τὴν αἴθουσαν τοῦ ἐντευκτικοῦ θεάτρου θὰ δοθῇ ἡ ἐναρκτήριος παράστασις. Τὸ ἔργον κατὰ τὴν ἐπιλογήν τῶν μαθητῶν.: [34, 1083, 205, 1133]
- mellontes-item: Ὁ ΓΕΩΡΓΙΟΣ ΠΗΛΙΚΙΔΗΣ τοῦ Νικολάου καὶ τῆς Ἑλένης, τὸ γένος Τριανταφύλλου, γεννηθεὶς εἰς Ἀρχαίαν Κυδωνίαν καὶ κάτοικος Θεσσαλονίκης καὶ ἡ ΣΤΑΥΡΟΥΛΑ ΜΙΤΑΚΟΥ τοῦ Ἀλέκου καὶ τῆς Εὐγενίας, μέλλουν νὰ ἔλθουν εἰς γάμον.: [34, 507, 205, 577]
- triplets-text-side: Τρίδυμα ἐγέννησεν εἰς τὸ μαιευτήριον τοῦ «Ἀσύλου» ἡ Ἐλευθερία Ἀυγερινοῦ, ἐτῶν 22, ἐξ Ἀκρίτα Κιλκίς. Ἐκ τῶν νεογνῶν, τὸ ἓν θῆλυ ζυγίζει 1.900 γραμμάρια, τὰ δὲ ἄρρενα 1.700 καὶ 1.600 γραμμάρια. Ἡ μήτηρ καὶ τὰ βρέφη εὑρίσκονται εἰς ἀρίστην κατάστασιν. Ὁ σύζυγος Λουκᾶς εἶναι γεωργὸς καὶ ἔχει ἄλλα δύο τέκνα.: [1448, 266, 1572, 396]
- section-head-koinonika: Κοινωνικά: [34, 66, 205, 95]
- story-misthon: [551, 1594, 958, 1886]
- ergo-h2: θὰ συνδέσῃ τὸν Εὔξεινον: [567, 1303, 942, 1336]
- anexartisia-text: ΤΖΑΚΑΡΤΑ, 11. (Ρώυτερ). — Ἡ Ἰνδονησιακὴ κυβέρνησις ζητεῖ τὴν ἀνεξαρτησίαν τῆς Δυτικῆς Νέας Γουϊνέας. Ὁ πρόεδρος Σουκάρνο ἐδήλωσεν ὅτι ἡ χώρα του δὲν θὰ ἀποδεχθῇ ἄλλην λύσιν.: [415, 1276, 545, 1346]
- mellontes-item: Ὁ ΣΩΤΗΡΙΟΣ ΧΑΤΖΟΠΟΥΛΟΣ τοῦ Ἀθανασίου καὶ τῆς Δέσποινας καὶ ἡ ΠΑΡΑΣΚΕΥΟΥΛΑ ΜΗΤΡΟΠΟΥΛΟΥ τοῦ Ἰωάννου, μέλλουν νὰ ἔλθουν εἰς γάμον.: [34, 781, 205, 831]
- column-2: [217, 58, 403, 2296]
- ispania-h1: Μεγάλαι διαφοραὶ εἰς τὰ ποσοστὰ: [1208, 1084, 1525, 1143]
- triplets-text: Τρίδυμα ἐγέννησεν εἰς τὸ μαιευτήριον τοῦ «Ἀσύλου» ἡ Ἐλευθερία Ἀυγερινοῦ, ἐτῶν 22, ἐξ Ἀκρίτα Κιλκίς. Ἐκ τῶν νεογνῶν, τὸ ἓν θῆλυ ζυγίζει 1.900 γραμμάρια, τὰ δὲ ἄρρενα 1.700 καὶ 1.600 γραμμάρια. Ἡ μήτηρ καὶ τὰ βρέφη εὑρίσκονται εἰς ἀρίστην κατάστασιν. Ὁ σύζυγος Λουκᾶς εἶναι γεωργὸς καὶ ἔχει ἄλλα δύο τέκνα.: [1161, 729, 1572, 769]
- amerikanides-text: ΟΥΑΣΙΓΚΤΩΝ, 11. (Ἀσσ. Πρές).— Ἀνακοινώθη ὅτι τὸ ποσοστὸν ἀνέργων εἰς τὰς Ἡνωμένας Πολιτείας ηὐξήθη κατὰ τὸν τελευταῖον μῆνα. Αἱ γυναῖκες καταλαμβάνουν ὁλονὲν περισσοτέρας θέσεις ἐργασίας, εἰς βάρος τῶν ἀνδρῶν. Τὸ ποσοστὸν τῶν ἀνέργων ἀνῆλθεν εἰς 4,1%.: [968, 137, 1151, 216]
- ispania-text: ΜΑΔΡΙΤΗ, 11. (Ἀσσ. Πρές).— Εἰς τὰς ἀγροτικὰς περιοχὰς ἡ προσέλευσις τῶν ψηφοφόρων ἦτο ἀθρόα, ὑπερβᾶσα τὸ 80%, ἐνῷ εἰς τὰς βιομηχανικὰς περιοχὰς ἡ ἀποχὴ κυμαίνεται μεταξὺ 50% καὶ 70%. Οἱ παρατηρηταὶ ὑπογραμμίζουν τὰς μεγάλας διαφορὰς εἰς τὰ ποσοστά.: [1161, 1265, 1363, 1335]
- theamata-list: [34, 1278, 205, 1389]
- fylakisi-text-cont: Κατὰ τὴν ἀπολογίαν του ὁ κατηγορούμενος παρεδέχθη τὴν πρᾶξιν, ἰσχυρίσθη ὅμως ὅτι δὲν εἶχε πρόθεσιν νὰ προκαλέσῃ σοβαρὰς βλάβας. Ὁ συνήγορος τῆς ὑπερασπίσεως ἐζήτησε τὴν ἐπιείκειαν τοῦ δικαστηρίου.: [758, 927, 958, 976]
- tzaud-h3: μετὰ τοῦ λόρδου Χάρλετς: [1192, 1425, 1541, 1455]
- tzaud-sub2: ΤΟΥ ΔΟΛΟΦΟΝΗΘΕΝΤΟΣ ΠΡΟΕΔΡΟΥ: [1214, 1476, 1519, 1494]
- triplets-photo: [1161, 266, 1440, 705]
- eparchion-list: [34, 1409, 205, 1501]
- apologia-text: Κατὰ τὴν ἀπολογίαν του ὁ κατηγορούμενος παρεδέχθη τὴν πρᾶξιν, ἰσχυρίσθη ὅμως ὅτι δὲν εἶχε πρόθεσιν νὰ προκαλέσῃ σοβαρὰς βλάβας. Ὁ συνήγορος τῆς ὑπερασπίσεως ἐζήτησε τὴν ἐπιείκειαν τοῦ δικαστηρίου.: [551, 1058, 958, 1088]
- epitropi-text: ΟΔΗΓΟΙ: 1. Ὁ δρόμος ἀνήκει εἰς ὅλους. 2. Μὴ προσπερνᾶτε εἰς τὰς στροφάς. 3. Στὸν εὐθὺ δρόμον ἡ ταχύτης δὲν σᾶς προφυλάσσει.: [968, 1268, 1151, 1308]
- amerikanides-head: ΑΙ ΑΜΕΡΙΚΑΝΙΔΕΣ ΠΑΡΑΜΕΡΙΖΟΥΝ ΤΟΥΣ ΑΝΔΡΑΣ ΑΠΟ ΤΑΣ ΕΡΓΑΣΙΑΣ: [972, 64, 1147, 103]
- nytokt-head: ΗΝΥΤΟΚΤΟΝΗΣΑΝ ΤΡΕΙΣ ΙΑΠΩΝΕΣ ΑΓΡΟΤΑΙ ΔΙΟΤΙ ΚΑΤΕΣΤΡΑΦΗ Η ΠΑΡΑΓΩΓΗ ΤΩΝ: [974, 307, 1145, 359]
- ergo-text-cont: ΒΙΕΝΝΗ, 11. (Ἰδ. ὑπηρ.).— Μία ἀπὸ τὰς μεγαλυτέρας ὑδατοφόρους ὁδοὺς τῆς Εὐρώπης θὰ κατασκευασθῇ προσεχῶς. Τὸ δίκτυον θὰ συνδέσῃ τὸν Εὔξεινον Πόντον μὲ τὴν Βόρειον Θάλασσαν διὰ τῶν ποταμῶν Ρήνου, Μάιν καὶ Δουνάβεως. Ἡ κατασκευὴ τοῦ ἔργου θὰ διαρκέσῃ ἀρκετὰ ἔτη καὶ θὰ ἀπαιτήσῃ σημαντικὰ κεφάλαια. Αἱ μεταφοραὶ ἀγαθῶν θὰ διευκολυνθοῦν σημαντικῶς.: [758, 1404, 958, 1494]
- ekklisi-side: [551, 563, 684, 588]
- ispania-sub2: ΓΡΟΤΙΚΑΣ ΠΕΡΙΟΧΑΣ.— 50% - 70%: [1223, 1225, 1510, 1243]
- eparchion-item: ΑΛΕΞΑΝΔΡΕΙΑ: «Οἱ ἀναμνήσεις τῆς Δ».: [34, 1481, 205, 1501]
- nurse-with-babies-icon: [1162, 267, 1439, 704]
- tilegrafima-head: ΤΑ ΤΗΛΕΦΩΝΗΜΑΤΑ: [805, 981, 911, 991]
- gandhi-text: ΒΕΛΙΓΡΑΔΙΟΝ, 11. (Ἀσσ. Πρές).— Προερχομένη ἐκ Βαρσοβίας, ἀφίκετο εἰς Βελιγράδιον, διὰ ἐπίσημον ἐπίσκεψιν, ἡ πρωθυπουργὸς τῆς Ἰνδίας κ. Ἴντιρα Γκάντι. Ἡ κ. Γκάντι θὰ ἔχῃ συνομιλίας μετὰ τοῦ προέδρου Τίτο ἐπὶ τῶν προβλημάτων τῶν ἀδεσμεύτων χωρῶν, καθὼς καὶ ἐπὶ διεθνῶν ζητημάτων. Εἰς Βαρσοβίαν ἐξεδόθη κοινὸν ἀνακοινωθὲν διὰ τὰς συνομιλίας της μετὰ τῶν Πολωνῶν ἡγετῶν.: [1161, 951, 1363, 1050]
- story-soultanoi: [551, 1953, 958, 2108]
- mellontes-item: Ὁ ΑΣΤΕΡΙΟΣ ΤΣΑΝΕΤΑΣ τοῦ Ἰωάννου καὶ τῆς Ἐλένης καὶ ἡ ΑΝΑΣΤΑΣΙΑ ΜΑΛΛΙΑΚΗ τοῦ Ἀθανασίου καὶ τῆς Χαρικλείας, μέλλουν νὰ ἔλθουν εἰς νόμιμον γάμον.: [34, 579, 205, 629]
- section-head-radio: Τὰ ραδιόφωνα: [217, 70, 403, 98]
- epitropi-head: Η ΕΠΙΤΡΟΠΗ ΘΕΣΣΑΛΟΝΙΚΗΣ ΠΡΟΛΗΨΕΩΣ ΑΤΥΧΗΜΑΤΩΝ ΣΥΝΙΣΤΑ:: [980, 1226, 1139, 1263]
- misthon-text-cont: ΣΙΚΑΓΟΝ, 11. (Ἡν. Τύπος).— Πέραν τῶν 7.000.000 ἐργαζομένων εἰς τὰς Ἡνωμένας Πολιτείας συμμετέχουν ἤδη εἰς τὰ κέρδη τῶν ἐπιχειρήσεων εἰς τὰς ὁποίας ἐργάζονται. Ὁ θεσμὸς τῆς συμμετοχῆς εἰς τὰ κέρδη κερδίζει συνεχῶς ἔδαφος, κατὰ τὰς δηλώσεις τῶν ἁρμοδίων. Αἱ ἐπιχειρήσεις διαπιστώνουν ἀύξησιν τῆς παραγωγικότητος.: [758, 1806, 958, 1886]
- mellontes-item: Ὁ ΦΩΤΙΟΣ ΠΑΠΑΔΟΠΟΥΛΟΣ τοῦ Φωτίου καὶ τῆς Ἑλένης, τὸ γένος Δρυμωνίου, γεννηθεὶς εἰς Θεσσαλονίκην καὶ κάτοικος Θεσσαλονίκης καὶ ἡ ΕΛΕΥΘΕΡΙΑ ΒΑΣΙΛΕΙΟΥ τοῦ Ἀγγέλου καὶ τῆς Ἐλισάβετ, τὸ γένος Σαμοθράκη, γεννηθεῖσα εἰς Θεσσαλονίκην καὶ κάτοικος Θεσσαλονίκης, μέλλουν νὰ ἔλθουν εἰς γ' νόμιμον γάμον, τελεσθησόμενον εἰς Θεσσαλονίκην.: [34, 258, 205, 368]
- kouvanos-head: Ο ΚΟΥΒΑΝΟΣ ΥΠΟΥΡΓΟΣ ΕΞΩΤΕΡΙΚΩΝ ΕΙΣ ΤΑ ΗΝΩΜ. ΕΘΝΗ: [973, 846, 1146, 885]
- dollaria-head: 500.000.000 ΔΟΛΛΑΡΙΑ ΑΙ ΖΗΜΙΑΙ ΕΙΣ ΑΣΙΑΝ ΕΚ ΤΩΝ ΤΥΦΩΝΩΝ: [416, 1106, 544, 1157]
- nytokt-text: ΤΟΚΙΟ, 11. (Ἀσσ. Πρές). — Ἀνεκοινώθη ὅτι τρεῖς ἀγρόται αὐτοκτόνησαν διότι ἡ ξηρασία κατέστρεψε τὴν παραγωγήν των. Αἱ ζημίαι εἰς τὴν γεωργίαν ὑπολογίζονται εἰς 138.000.000 δολλάρια.: [968, 380, 1151, 430]
- theamata-item: ΣΤΑΡ (Πλ. Δικαστηρίων): «Ὁ σπαθοφόρος».: [34, 1369, 205, 1389]
